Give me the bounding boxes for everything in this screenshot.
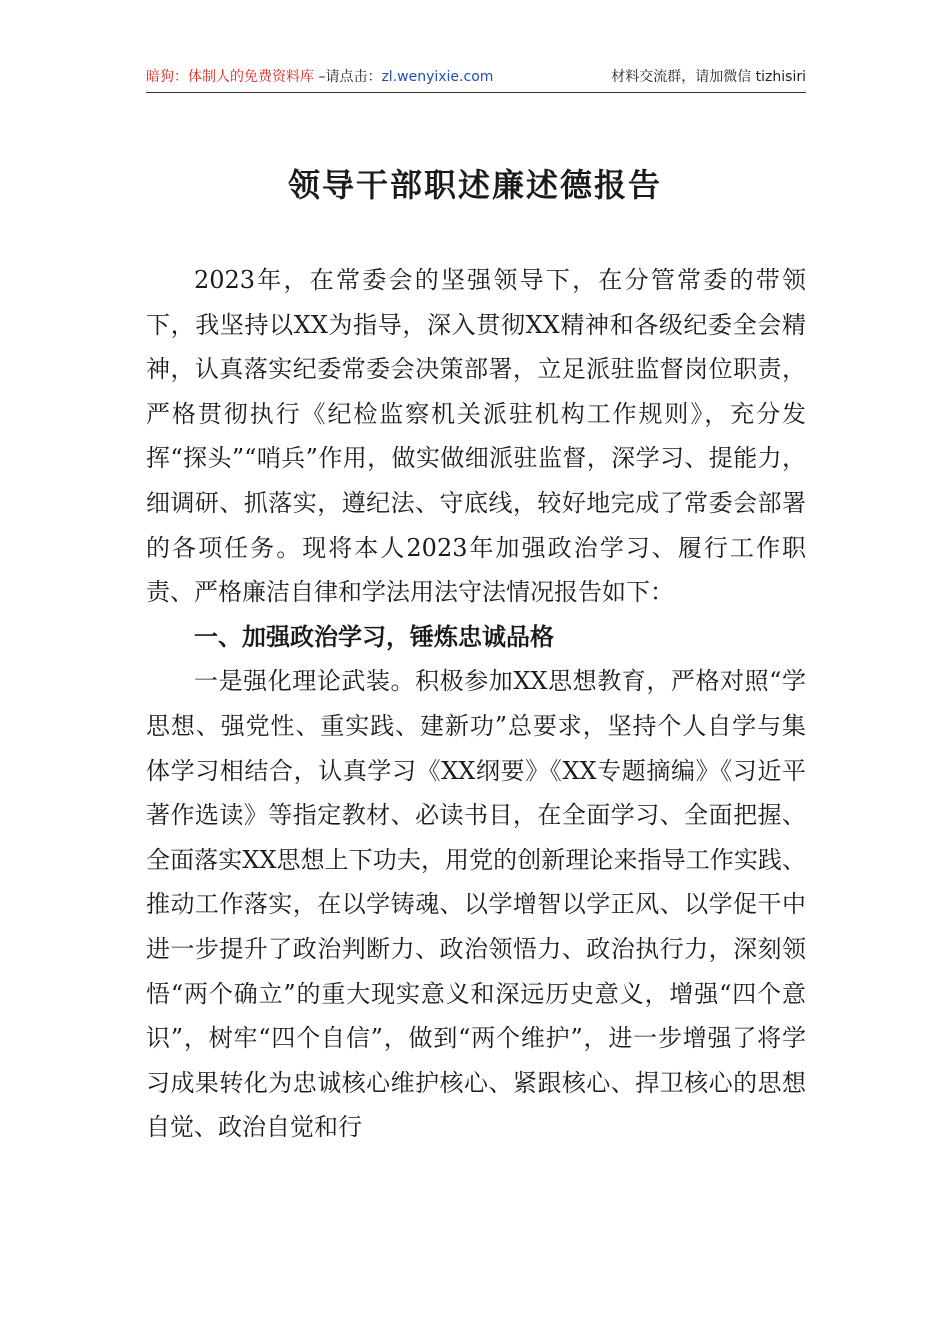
- page-header: [146, 62, 806, 93]
- section-heading: 一、加强政治学习，锤炼忠诚品格: [194, 622, 554, 651]
- document-title: 领导干部职述廉述德报告: [287, 166, 662, 204]
- group-text: 材料交流群，请加微信 tizhisiri: [611, 69, 806, 85]
- site-url-link[interactable]: zl.wenyixie.com: [381, 69, 494, 85]
- site-name: 暗狗：体制人的免费资料库: [146, 69, 314, 85]
- document-body: [146, 258, 806, 1150]
- section-paragraph: 一是强化理论武装。积极参加XX思想教育，严格对照“学思想、强党性、重实践、建新功”总要求，坚持个人自学与集体学习相结合，认真学习《XX纲要》《XX专题摘编》《习近平著作选读》等指定教材、必读书目，在全面学习、全面把握、全面落实XX思想上下功夫，用党的创新理论来指导工作实践、推动工作落实，在以学铸魂、以学增智以学正风、以学促干中进一步提升了政治判断力、政治领悟力、政治执行力，深刻领悟“两个确立”的重大现实意义和深远历史意义，增强“四个意识”，树牢“四个自信”，做到“两个维护”，进一步增强了将学习成果转化为忠诚核心维护核心、紧跟核心、捍卫核心的思想自觉、政治自觉和行: [146, 667, 806, 1142]
- intro-paragraph: 2023年，在常委会的坚强领导下，在分管常委的带领下，我坚持以XX为指导，深入贯彻XX精神和各级纪委全会精神，认真落实纪委常委会决策部署，立足派驻监督岗位职责，严格贯彻执行《纪检监察机关派驻机构工作规则》，充分发挥“探头”“哨兵”作用，做实做细派驻监督，深学习、提能力，细调研、抓落实，遵纪法、守底线，较好地完成了常委会部署的各项任务。现将本人2023年加强政治学习、履行工作职责、严格廉洁自律和学法用法守法情况报告如下：: [146, 266, 806, 607]
- click-label: –请点击：: [314, 69, 382, 85]
